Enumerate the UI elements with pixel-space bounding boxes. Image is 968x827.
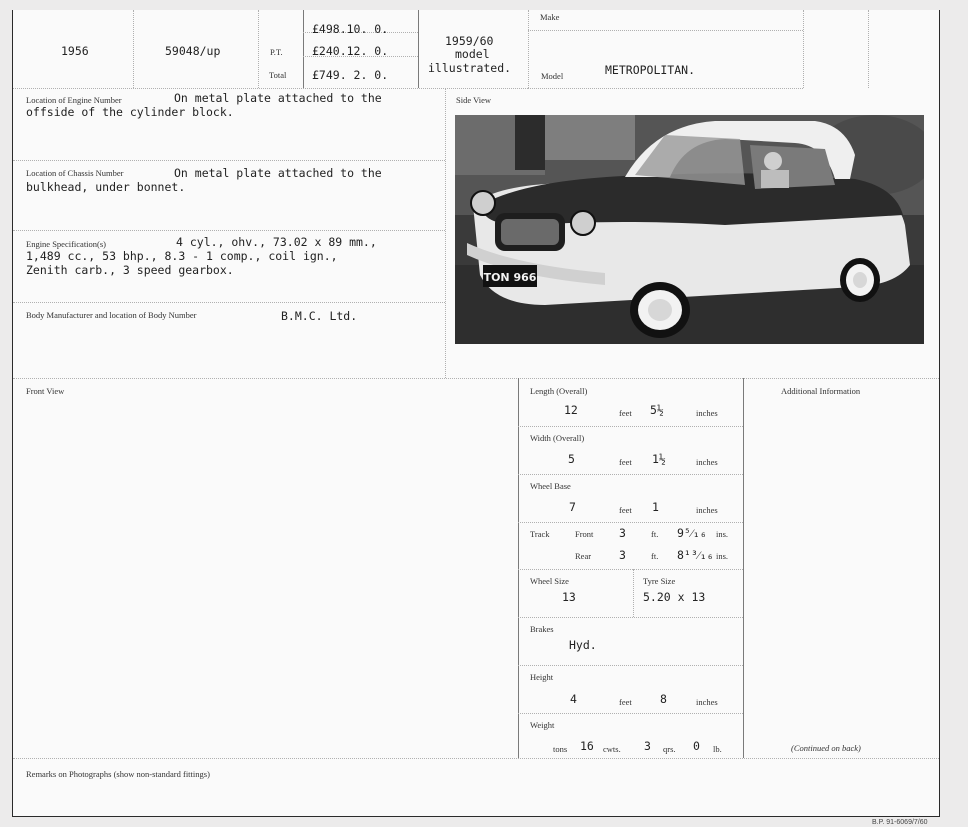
weight-label: Weight: [530, 720, 555, 730]
price-basic: £498.10. 0.: [312, 22, 389, 36]
divider: [518, 569, 743, 570]
divider: [13, 160, 445, 161]
weight-lbs: 0: [693, 739, 700, 753]
divider: [528, 30, 803, 31]
divider: [518, 617, 743, 618]
width-label: Width (Overall): [530, 433, 585, 443]
width-feet: 5: [568, 452, 575, 466]
continued-note: (Continued on back): [791, 743, 861, 753]
total-label: Total: [269, 70, 287, 80]
weight-qrs-unit: qrs.: [663, 744, 676, 754]
weight-qrs: 3: [644, 739, 651, 753]
chassis-from-value: 59048/up: [165, 44, 221, 58]
brakes-value: Hyd.: [569, 638, 597, 652]
weight-cwts: 16: [580, 739, 594, 753]
wheelbase-inches-unit: inches: [696, 505, 718, 515]
tyre-size-label: Tyre Size: [643, 576, 676, 586]
engine-number-label: Location of Engine Number: [26, 95, 122, 105]
divider: [13, 302, 445, 303]
track-rear-ft-unit: ft.: [651, 551, 659, 561]
body-value: B.M.C. Ltd.: [281, 309, 358, 323]
model-note-1: 1959/60: [445, 34, 494, 48]
width-inches-unit: inches: [696, 457, 718, 467]
divider: [528, 10, 529, 88]
make-label: Make: [540, 12, 560, 22]
track-front-in-unit: ins.: [716, 529, 729, 539]
track-front-in: 9⁵⁄₁₆: [677, 526, 707, 540]
width-feet-unit: feet: [619, 457, 632, 467]
wheelbase-feet-unit: feet: [619, 505, 632, 515]
track-rear-in-unit: ins.: [716, 551, 729, 561]
number-plate: TON 966: [483, 271, 537, 284]
length-feet: 12: [564, 403, 578, 417]
model-label: Model: [541, 71, 564, 81]
price-pt: £240.12. 0.: [312, 44, 389, 58]
engine-spec-line2: 1,489 cc., 53 bhp., 8.3 - 1 comp., coil ign.,: [26, 249, 338, 263]
divider: [518, 522, 743, 523]
divider: [518, 378, 519, 758]
side-view-label: Side View: [456, 95, 491, 105]
front-view-label: Front View: [26, 386, 65, 396]
wheelbase-feet: 7: [569, 500, 576, 514]
model-note-3: illustrated.: [428, 61, 512, 75]
divider: [13, 230, 445, 231]
divider: [803, 10, 804, 88]
divider: [418, 10, 419, 88]
chassis-number-label: Location of Chassis Number: [26, 168, 124, 178]
engine-number-line2: offside of the cylinder block.: [26, 105, 234, 119]
wheelbase-label: Wheel Base: [530, 481, 571, 491]
divider: [518, 474, 743, 475]
track-label: Track: [530, 529, 550, 539]
side-view-photo: [455, 115, 924, 344]
divider: [13, 378, 939, 379]
length-inches: 5½: [650, 403, 664, 417]
track-front-label: Front: [575, 529, 594, 539]
track-front-ft-unit: ft.: [651, 529, 659, 539]
brakes-label: Brakes: [530, 624, 554, 634]
divider: [303, 10, 304, 88]
tyre-size-value: 5.20 x 13: [643, 590, 706, 604]
divider: [868, 10, 869, 88]
height-inches-unit: inches: [696, 697, 718, 707]
remarks-label: Remarks on Photographs (show non-standard fittings): [26, 769, 210, 779]
track-rear-ft: 3: [619, 548, 626, 562]
divider: [13, 758, 939, 759]
divider: [13, 88, 528, 89]
engine-spec-line1: 4 cyl., ohv., 73.02 x 89 mm.,: [176, 235, 377, 249]
divider: [518, 426, 743, 427]
engine-spec-line3: Zenith carb., 3 speed gearbox.: [26, 263, 234, 277]
divider: [743, 378, 744, 758]
height-inches: 8: [660, 692, 667, 706]
divider: [633, 569, 634, 617]
divider: [518, 665, 743, 666]
weight-tons-unit: tons: [553, 744, 568, 754]
track-rear-in: 8¹³⁄₁₆: [677, 548, 714, 562]
additional-info-label: Additional Information: [781, 386, 861, 396]
track-rear-label: Rear: [575, 551, 592, 561]
height-label: Height: [530, 672, 554, 682]
height-feet-unit: feet: [619, 697, 632, 707]
length-label: Length (Overall): [530, 386, 588, 396]
track-front-ft: 3: [619, 526, 626, 540]
chassis-number-line2: bulkhead, under bonnet.: [26, 180, 186, 194]
pt-label: P.T.: [270, 47, 283, 57]
engine-spec-label: Engine Specification(s): [26, 239, 107, 249]
wheel-size-label: Wheel Size: [530, 576, 569, 586]
divider: [133, 10, 134, 88]
length-inches-unit: inches: [696, 408, 718, 418]
model-value: METROPOLITAN.: [605, 63, 696, 77]
wheelbase-inches: 1: [652, 500, 659, 514]
body-label: Body Manufacturer and location of Body Number: [26, 310, 197, 320]
wheel-size-value: 13: [562, 590, 576, 604]
divider: [518, 713, 743, 714]
year-value: 1956: [61, 44, 89, 58]
weight-lbs-unit: lb.: [713, 744, 722, 754]
weight-cwts-unit: cwts.: [603, 744, 621, 754]
chassis-number-line1: On metal plate attached to the: [174, 166, 382, 180]
divider: [258, 10, 259, 88]
divider: [528, 88, 803, 89]
length-feet-unit: feet: [619, 408, 632, 418]
engine-number-line1: On metal plate attached to the: [174, 91, 382, 105]
model-note-2: model: [455, 47, 490, 61]
height-feet: 4: [570, 692, 577, 706]
price-total: £749. 2. 0.: [312, 68, 389, 82]
footer-code: B.P. 91-6069/7/60: [872, 819, 928, 826]
width-inches: 1½: [652, 452, 666, 466]
divider: [445, 88, 446, 378]
